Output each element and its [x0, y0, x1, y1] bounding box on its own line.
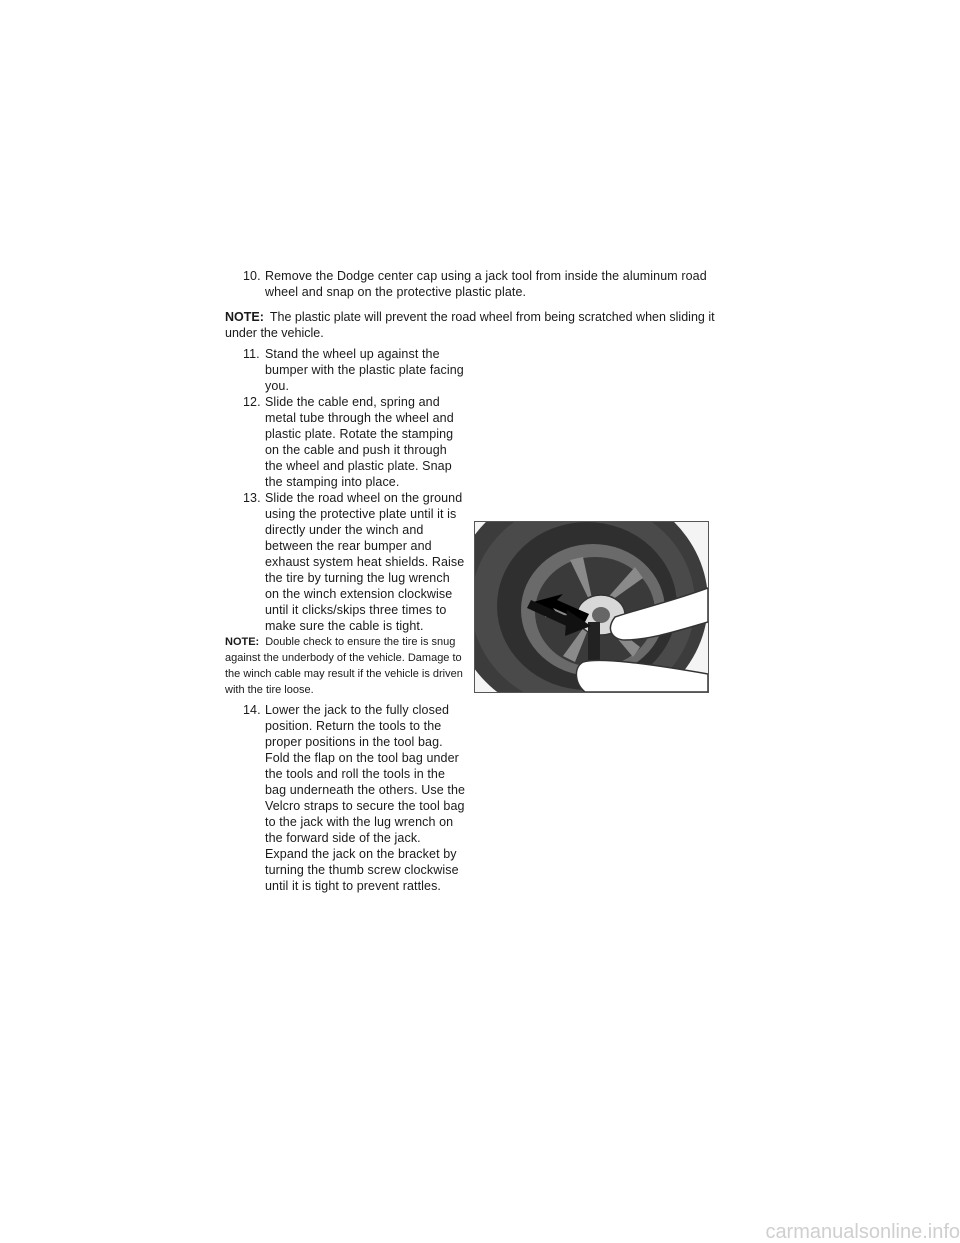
step-number: 13.: [243, 491, 261, 505]
step-number: 10.: [243, 269, 261, 283]
step-14: [243, 702, 466, 894]
step-text: Lower the jack to the fully closed position. Return the tools to the proper positions in the tool bag. Fold the flap on the tool bag under the tools and roll the tools in the bag underneath the others. Use the Velcro straps to secure the tool bag to the jack with the lug wrench on the forward side of the jack. Expand the jack on the bracket by turning the thumb screw clockwise until it is tight to prevent rattles.: [265, 703, 466, 893]
note-double-check: [225, 634, 465, 698]
step-number: 14.: [243, 703, 261, 717]
step-11: [243, 346, 466, 394]
step-text: Slide the road wheel on the ground using the protective plate until it is directly under the winch and between the rear bumper and exhaust system heat shields. Raise the tire by turning the lug wrench on the winch extension clockwise until it clicks/skips three times to make sure the cable is tight.: [265, 491, 465, 633]
note-text: The plastic plate will prevent the road wheel from being scratched when sliding it under the vehicle.: [225, 310, 715, 340]
step-13: [243, 490, 466, 634]
tire-winch-illustration: [474, 521, 709, 693]
note-text: Double check to ensure the tire is snug against the underbody of the vehicle. Damage to the winch cable may result if the vehicle is driven with the tire loose.: [225, 636, 463, 696]
step-12: [243, 394, 466, 490]
step-text: Slide the cable end, spring and metal tube through the wheel and plastic plate. Rotate the stamping on the cable and push it through the wheel and plastic plate. Snap the stamping into place.: [265, 395, 454, 489]
watermark: carmanualsonline.info: [765, 1221, 960, 1243]
note-plastic-plate: [225, 309, 715, 341]
step-10: [243, 268, 713, 300]
note-label: NOTE:: [225, 310, 264, 324]
tire-illustration-graphic: [475, 522, 708, 692]
step-number: 12.: [243, 395, 261, 409]
step-text: Stand the wheel up against the bumper with the plastic plate facing you.: [265, 347, 464, 393]
step-number: 11.: [243, 347, 260, 361]
step-text: Remove the Dodge center cap using a jack tool from inside the aluminum road wheel and snap on the protective plastic plate.: [265, 269, 707, 299]
note-label: NOTE:: [225, 636, 260, 648]
